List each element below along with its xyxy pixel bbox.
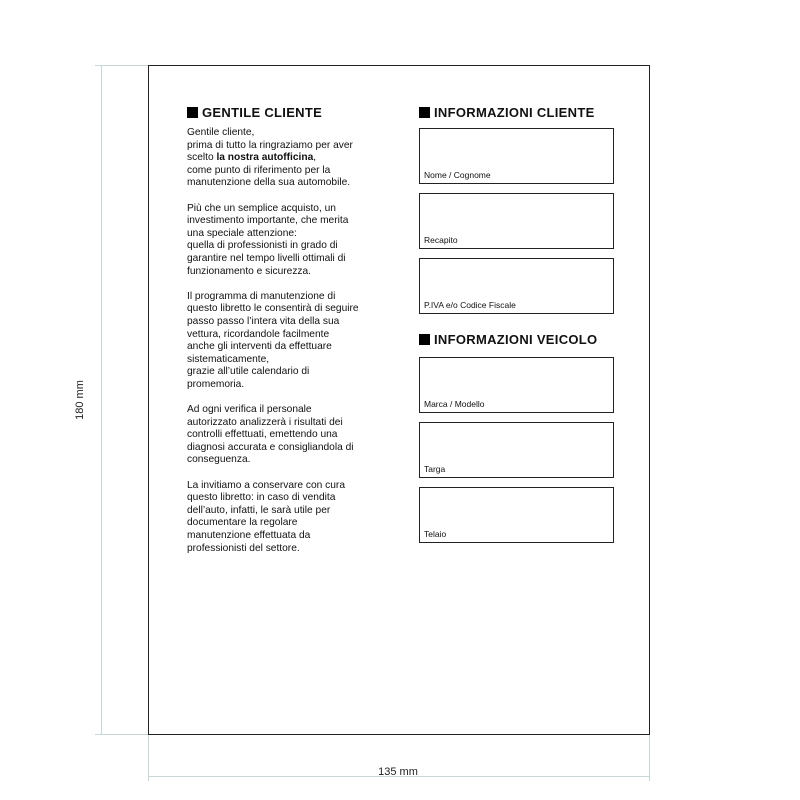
square-bullet-icon: [419, 107, 430, 118]
width-dimension-right-tick: [649, 735, 650, 781]
vehicle-info-heading-text: INFORMAZIONI VEICOLO: [434, 332, 598, 347]
booklet-page: [148, 65, 650, 735]
name-surname-label: Nome / Cognome: [424, 170, 491, 180]
workshop-emphasis: la nostra autofficina: [216, 152, 314, 164]
height-dimension-line: [101, 65, 102, 735]
vehicle-info-heading: [419, 332, 597, 347]
client-info-heading: [419, 105, 595, 120]
greeting-heading: [187, 105, 322, 120]
contact-field[interactable]: [419, 193, 614, 249]
letter-paragraph: [187, 127, 387, 190]
letter-paragraph: La invitiamo a conservare con cura questo libretto: in caso di vendita dell’auto, infatti, le sarà utile per documentare la regolare manutenzione effettuata da professionisti del settore.: [187, 479, 345, 554]
letter-text: Gentile cliente, prima di tutto la ringraziamo per aver scelto: [187, 127, 353, 164]
license-plate-field[interactable]: [419, 422, 614, 478]
chassis-field[interactable]: [419, 487, 614, 543]
vat-tax-code-label: P.IVA e/o Codice Fiscale: [424, 300, 516, 310]
client-info-heading-text: INFORMAZIONI CLIENTE: [434, 105, 595, 120]
letter-paragraph: Il programma di manutenzione di questo libretto le consentirà di seguire passo passo l’intera vita della sua vettura, ricordandole facilmente anche gli interventi da effettuare sistematicamente, grazie all’utile calendario di promemoria.: [187, 290, 359, 390]
letter-paragraph: Più che un semplice acquisto, un investimento importante, che merita una speciale attenzione: quella di professionisti in grado di garantire nel tempo livelli ottimali di funzionamento e sicurezza.: [187, 202, 349, 277]
vat-tax-code-field[interactable]: [419, 258, 614, 314]
chassis-label: Telaio: [424, 529, 447, 539]
height-dimension-top-tick: [95, 65, 148, 66]
letter-paragraph: Ad ogni verifica il personale autorizzato analizzerà i risultati dei controlli effettuati, emettendo una diagnosi accurata e consigliandola di conseguenza.: [187, 404, 354, 466]
height-dimension-label: 180 mm: [74, 380, 86, 420]
make-model-field[interactable]: [419, 357, 614, 413]
welcome-letter: [187, 127, 387, 568]
contact-label: Recapito: [424, 235, 458, 245]
square-bullet-icon: [419, 334, 430, 345]
width-dimension-left-tick: [148, 735, 149, 781]
height-dimension-bottom-tick: [95, 734, 148, 735]
name-surname-field[interactable]: [419, 128, 614, 184]
greeting-heading-text: GENTILE CLIENTE: [202, 105, 323, 120]
license-plate-label: Targa: [424, 464, 446, 474]
width-dimension-label: 135 mm: [378, 766, 418, 778]
square-bullet-icon: [187, 107, 198, 118]
letter-text: , come punto di riferimento per la manutenzione della sua automobile.: [187, 152, 351, 189]
make-model-label: Marca / Modello: [424, 399, 485, 409]
